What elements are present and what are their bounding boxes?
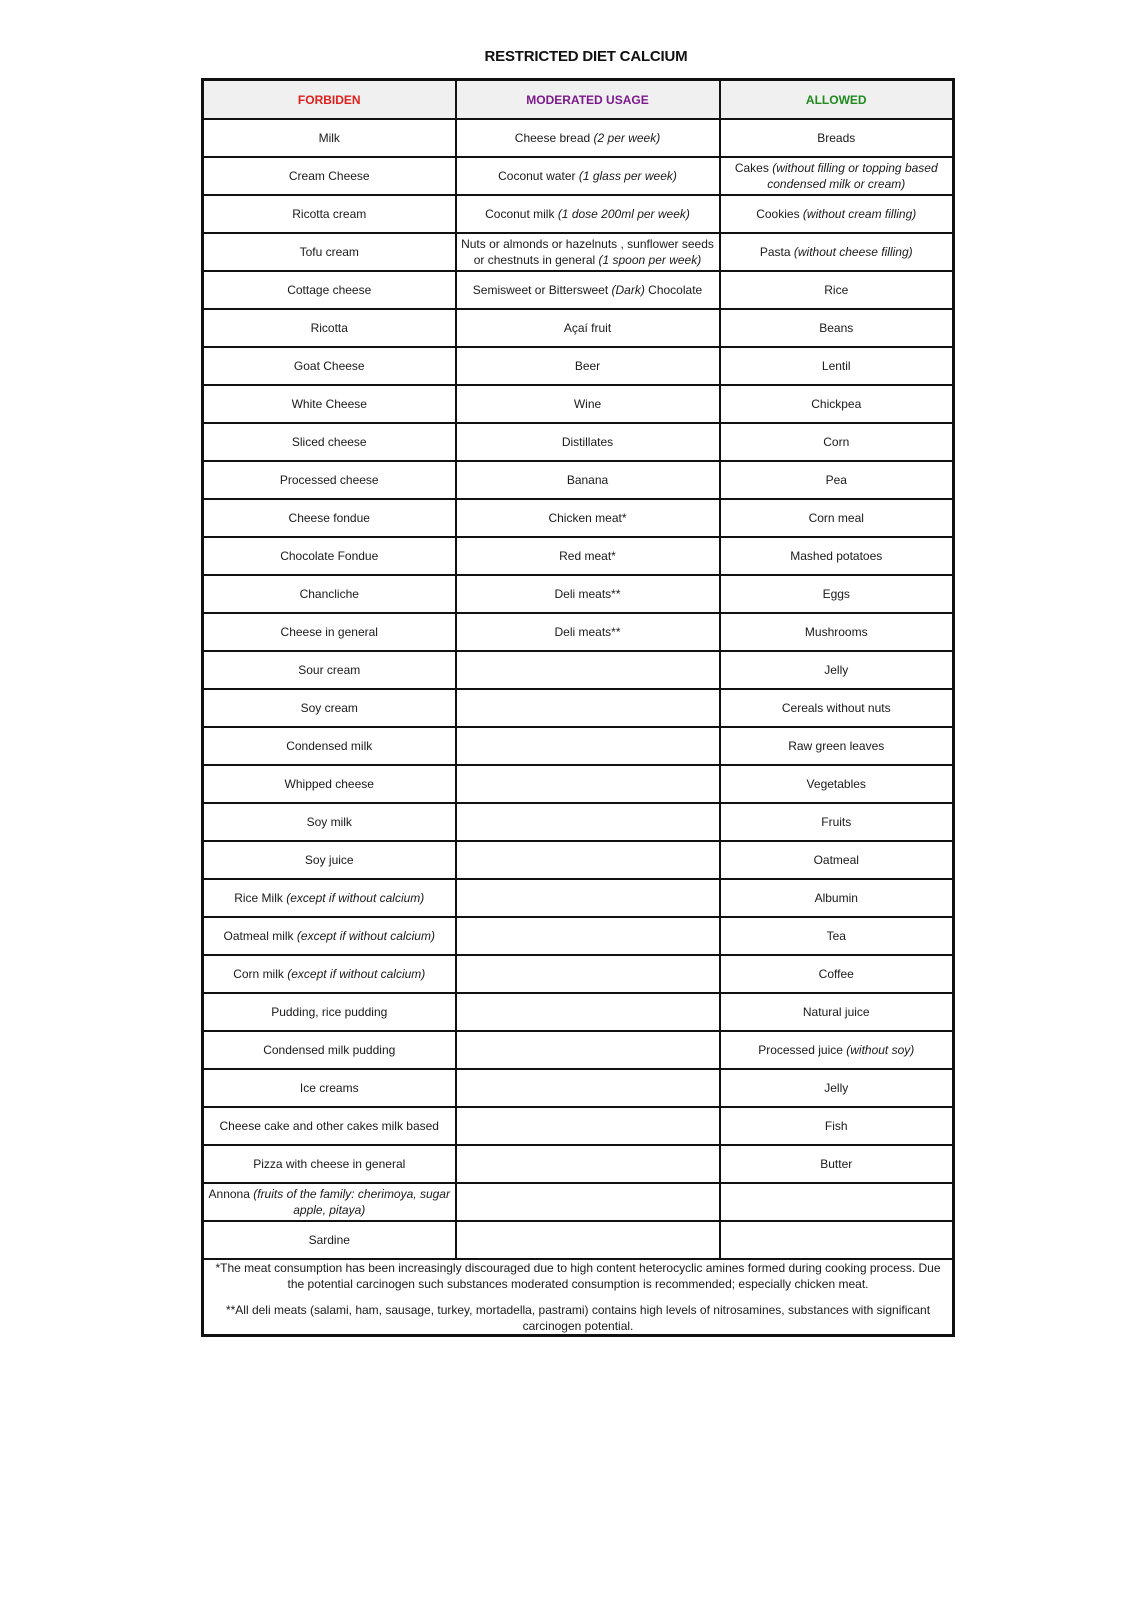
column-header-moderated-usage: MODERATED USAGE — [456, 80, 720, 120]
item-name: Corn — [823, 435, 850, 449]
item-name: Sliced cheese — [291, 435, 367, 449]
table-row — [203, 955, 954, 993]
item-name: White Cheese — [291, 397, 367, 411]
cell-allowed — [720, 917, 954, 955]
cell-forbiden — [203, 955, 456, 993]
item-name: Tea — [826, 929, 846, 943]
cell-moderated — [456, 347, 720, 385]
item-note: (except if without calcium) — [296, 929, 435, 943]
table-row — [203, 537, 954, 575]
table-row — [203, 157, 954, 195]
item-name: Jelly — [824, 663, 849, 677]
cell-forbiden — [203, 233, 456, 271]
cell-forbiden — [203, 1031, 456, 1069]
item-note: (2 per week) — [593, 131, 661, 145]
item-name: Coffee — [818, 967, 854, 981]
cell-moderated — [456, 499, 720, 537]
cell-moderated — [456, 765, 720, 803]
item-name: Cream Cheese — [288, 169, 370, 183]
cell-forbiden — [203, 993, 456, 1031]
cell-forbiden — [203, 613, 456, 651]
item-name: Beans — [819, 321, 854, 335]
table-row — [203, 879, 954, 917]
cell-allowed — [720, 1107, 954, 1145]
cell-moderated — [456, 1031, 720, 1069]
cell-allowed — [720, 803, 954, 841]
cell-allowed — [720, 993, 954, 1031]
table-row — [203, 1221, 954, 1259]
cell-allowed — [720, 765, 954, 803]
item-name: Sardine — [308, 1233, 350, 1247]
item-name: Soy milk — [306, 815, 352, 829]
cell-forbiden — [203, 271, 456, 309]
table-row — [203, 803, 954, 841]
cell-allowed — [720, 1145, 954, 1183]
item-name: Wine — [573, 397, 602, 411]
cell-forbiden — [203, 309, 456, 347]
item-name: Goat Cheese — [293, 359, 365, 373]
item-name: Milk — [318, 131, 340, 145]
item-name: Butter — [820, 1157, 853, 1171]
cell-moderated — [456, 1145, 720, 1183]
item-name: Natural juice — [802, 1005, 870, 1019]
item-name: Cookies — [756, 207, 803, 221]
cell-moderated — [456, 613, 720, 651]
cell-moderated — [456, 917, 720, 955]
item-name: Sour cream — [298, 663, 361, 677]
item-name: Soy juice — [304, 853, 354, 867]
table-row — [203, 461, 954, 499]
item-name: Mashed potatoes — [790, 549, 883, 563]
table-row — [203, 1145, 954, 1183]
item-name: Lentil — [821, 359, 851, 373]
cell-allowed — [720, 233, 954, 271]
item-name: Chicken meat* — [548, 511, 627, 525]
cell-allowed — [720, 461, 954, 499]
cell-moderated — [456, 461, 720, 499]
table-row — [203, 423, 954, 461]
cell-moderated — [456, 803, 720, 841]
cell-allowed — [720, 955, 954, 993]
cell-moderated — [456, 119, 720, 157]
item-name: Jelly — [824, 1081, 849, 1095]
cell-forbiden — [203, 157, 456, 195]
cell-allowed — [720, 157, 954, 195]
item-name: Distillates — [561, 435, 614, 449]
item-name: Cheese in general — [280, 625, 378, 639]
cell-moderated — [456, 157, 720, 195]
cell-forbiden — [203, 385, 456, 423]
cell-moderated — [456, 1069, 720, 1107]
item-name: Pasta — [759, 245, 794, 259]
item-note: (1 spoon per week) — [598, 253, 702, 267]
table-row — [203, 347, 954, 385]
table-row — [203, 233, 954, 271]
item-name: Cheese cake and other cakes milk based — [219, 1119, 439, 1133]
item-name-tail: Chocolate — [644, 283, 703, 297]
item-note: (except if without calcium) — [287, 967, 426, 981]
item-name: Whipped cheese — [284, 777, 374, 791]
cell-allowed — [720, 727, 954, 765]
cell-forbiden — [203, 195, 456, 233]
table-row — [203, 1107, 954, 1145]
item-name: Breads — [817, 131, 856, 145]
item-name: Coconut water — [498, 169, 579, 183]
footnote-deli-meats: **All deli meats (salami, ham, sausage, turkey, mortadella, pastrami) contains high levels of nitrosamines, substances with significant carcinogen potential. — [225, 1303, 931, 1333]
cell-allowed — [720, 195, 954, 233]
item-name: Corn meal — [808, 511, 864, 525]
table-row — [203, 1069, 954, 1107]
table-body — [203, 119, 954, 1259]
cell-forbiden — [203, 423, 456, 461]
cell-moderated — [456, 1221, 720, 1259]
cell-allowed — [720, 499, 954, 537]
table-row — [203, 195, 954, 233]
item-name: Pizza with cheese in general — [253, 1157, 406, 1171]
cell-allowed — [720, 537, 954, 575]
item-name: Ricotta cream — [292, 207, 367, 221]
table-row — [203, 575, 954, 613]
cell-moderated — [456, 423, 720, 461]
cell-allowed — [720, 879, 954, 917]
table-row — [203, 765, 954, 803]
item-note: (1 glass per week) — [578, 169, 677, 183]
table-row — [203, 993, 954, 1031]
cell-allowed — [720, 1031, 954, 1069]
item-name: Chancliche — [299, 587, 359, 601]
footnotes-cell — [203, 1259, 954, 1336]
cell-moderated — [456, 309, 720, 347]
table-row — [203, 841, 954, 879]
cell-forbiden — [203, 1069, 456, 1107]
item-name: Corn milk — [233, 967, 288, 981]
item-name: Banana — [566, 473, 609, 487]
cell-forbiden — [203, 499, 456, 537]
item-name: Beer — [574, 359, 601, 373]
cell-forbiden — [203, 727, 456, 765]
table-row — [203, 613, 954, 651]
cell-moderated — [456, 993, 720, 1031]
cell-forbiden — [203, 461, 456, 499]
item-name: Tofu cream — [299, 245, 359, 259]
cell-allowed — [720, 651, 954, 689]
item-name: Annona — [208, 1187, 254, 1201]
item-name: Chickpea — [811, 397, 862, 411]
item-name: Chocolate Fondue — [280, 549, 379, 563]
cell-allowed — [720, 575, 954, 613]
item-name: Fish — [824, 1119, 848, 1133]
item-name: Cheese bread — [514, 131, 594, 145]
table-row — [203, 271, 954, 309]
item-name: Vegetables — [806, 777, 866, 791]
item-name: Açaí fruit — [563, 321, 612, 335]
table-row — [203, 727, 954, 765]
item-name: Eggs — [822, 587, 850, 601]
item-note: (Dark) — [611, 283, 645, 297]
cell-moderated — [456, 537, 720, 575]
item-name: Cakes — [734, 161, 773, 175]
cell-moderated — [456, 689, 720, 727]
cell-allowed — [720, 689, 954, 727]
cell-forbiden — [203, 1107, 456, 1145]
cell-forbiden — [203, 765, 456, 803]
item-name: Processed cheese — [279, 473, 379, 487]
cell-forbiden — [203, 879, 456, 917]
cell-moderated — [456, 841, 720, 879]
cell-forbiden — [203, 803, 456, 841]
item-name: Pudding, rice pudding — [271, 1005, 388, 1019]
item-name: Soy cream — [300, 701, 358, 715]
table-row — [203, 689, 954, 727]
cell-allowed — [720, 1183, 954, 1221]
item-name: Pea — [825, 473, 847, 487]
item-name: Deli meats** — [554, 587, 621, 601]
item-name: Cheese fondue — [288, 511, 370, 525]
item-name: Ricotta — [310, 321, 348, 335]
cell-allowed — [720, 309, 954, 347]
table-row — [203, 385, 954, 423]
item-name: Raw green leaves — [788, 739, 885, 753]
table-row — [203, 1183, 954, 1221]
item-name: Rice — [824, 283, 849, 297]
item-name: Coconut milk — [485, 207, 558, 221]
item-name: Condensed milk pudding — [263, 1043, 396, 1057]
table-row — [203, 499, 954, 537]
cell-allowed — [720, 119, 954, 157]
item-name: Cereals without nuts — [781, 701, 891, 715]
diet-table — [201, 78, 955, 1337]
cell-allowed — [720, 385, 954, 423]
header-row — [203, 80, 954, 120]
table-row — [203, 1031, 954, 1069]
item-name: Rice Milk — [234, 891, 287, 905]
table-row — [203, 917, 954, 955]
cell-forbiden — [203, 537, 456, 575]
cell-moderated — [456, 1183, 720, 1221]
item-note: (except if without calcium) — [286, 891, 425, 905]
cell-allowed — [720, 841, 954, 879]
cell-moderated — [456, 233, 720, 271]
item-name: Mushrooms — [804, 625, 868, 639]
item-name: Red meat* — [559, 549, 616, 563]
item-name: Albumin — [814, 891, 858, 905]
cell-moderated — [456, 575, 720, 613]
item-name: Semisweet or Bittersweet — [472, 283, 612, 297]
page-title: RESTRICTED DIET CALCIUM — [484, 48, 688, 65]
table-row — [203, 309, 954, 347]
item-name: Ice creams — [299, 1081, 359, 1095]
cell-moderated — [456, 1107, 720, 1145]
item-name: Fruits — [821, 815, 852, 829]
cell-forbiden — [203, 1221, 456, 1259]
cell-forbiden — [203, 1145, 456, 1183]
cell-forbiden — [203, 917, 456, 955]
footnote-row — [203, 1259, 954, 1336]
table-row — [203, 119, 954, 157]
cell-moderated — [456, 271, 720, 309]
footnote-meat: *The meat consumption has been increasingly discouraged due to high content heterocyclic amines formed during cooking process. Due the potential carcinogen such substances moderated consumption is recommended; especially chicken meat. — [215, 1261, 941, 1291]
item-name: Deli meats** — [554, 625, 621, 639]
cell-forbiden — [203, 689, 456, 727]
item-name: Oatmeal — [813, 853, 859, 867]
cell-forbiden — [203, 651, 456, 689]
item-note: (without soy) — [846, 1043, 915, 1057]
cell-allowed — [720, 271, 954, 309]
cell-moderated — [456, 651, 720, 689]
item-name: Cottage cheese — [287, 283, 372, 297]
cell-moderated — [456, 879, 720, 917]
item-note: (without filling or topping based condensed milk or cream) — [767, 161, 938, 191]
item-note: (1 dose 200ml per week) — [557, 207, 690, 221]
cell-moderated — [456, 385, 720, 423]
item-note: (fruits of the family: cherimoya, sugar apple, pitaya) — [253, 1187, 450, 1217]
cell-forbiden — [203, 841, 456, 879]
column-header-forbiden: FORBIDEN — [203, 80, 456, 120]
item-name: Condensed milk — [286, 739, 373, 753]
cell-allowed — [720, 347, 954, 385]
cell-moderated — [456, 955, 720, 993]
item-name: Nuts or almonds or hazelnuts , sunflower seeds or chestnuts in general — [461, 237, 714, 267]
cell-forbiden — [203, 1183, 456, 1221]
table-row — [203, 651, 954, 689]
cell-moderated — [456, 195, 720, 233]
cell-allowed — [720, 613, 954, 651]
cell-allowed — [720, 1221, 954, 1259]
cell-allowed — [720, 423, 954, 461]
item-name: Processed juice — [758, 1043, 847, 1057]
column-header-allowed: ALLOWED — [720, 80, 954, 120]
item-note: (without cheese filling) — [793, 245, 913, 259]
item-name: Oatmeal milk — [223, 929, 297, 943]
cell-forbiden — [203, 347, 456, 385]
cell-forbiden — [203, 119, 456, 157]
cell-forbiden — [203, 575, 456, 613]
cell-moderated — [456, 727, 720, 765]
cell-allowed — [720, 1069, 954, 1107]
item-note: (without cream filling) — [802, 207, 917, 221]
